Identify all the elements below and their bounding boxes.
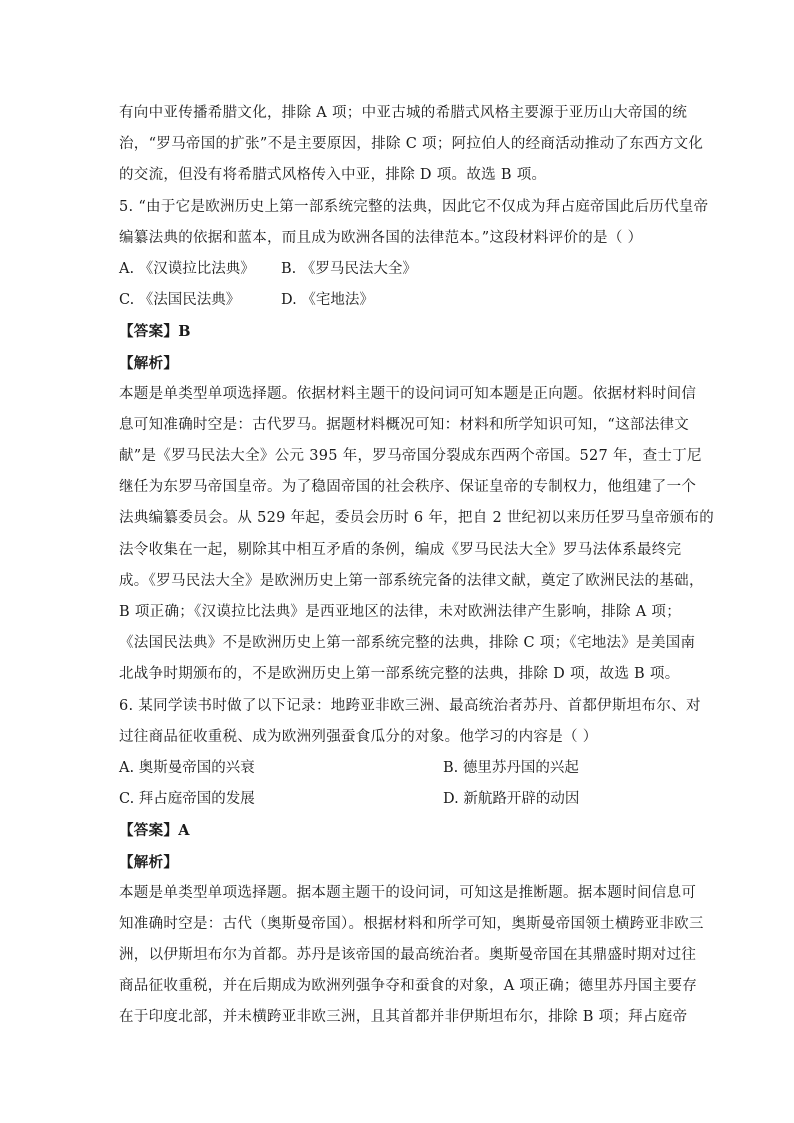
document-page [119,98,715,1034]
question-5 [119,192,715,691]
option-a: A. 奥斯曼帝国的兴衰 [119,759,255,776]
option-b: B. 德里苏丹国的兴起 [443,759,579,776]
analysis-heading: 【解析】 [119,853,179,871]
text-line: 法令收集在一起，剔除其中相互矛盾的条例，编成《罗马民法大全》罗马法体系最终完 [119,541,682,558]
text-line: 的交流，但没有将希腊式风格传入中亚，排除 D 项。故选 B 项。 [119,167,547,184]
question-6 [119,691,704,1034]
option-b: B. 《罗马民法大全》 [281,260,417,277]
text-line: 法典编纂委员会。从 529 年起，委员会历时 6 年，把自 2 世纪初以来历任罗马皇帝颁布的 [119,510,715,527]
question-stem-line: 编纂法典的依据和蓝本，而且成为欧洲各国的法律范本。”这段材料评价的是（ ） [119,229,643,246]
option-d: D. 《宅地法》 [281,292,374,309]
question-stem-line: 过往商品征收重税、成为欧洲列强蚕食瓜分的对象。他学习的内容是（ ） [119,728,598,745]
text-line: 成。《罗马民法大全》是欧洲历史上第一部系统完备的法律文献，奠定了欧洲民法的基础， [119,572,704,589]
question-stem-line: 5. “由于它是欧洲历史上第一部系统完整的法典，因此它不仅成为拜占庭帝国此后历代皇帝 [119,198,709,215]
analysis-paragraph [119,379,715,691]
text-line: 知准确时空是：古代（奥斯曼帝国）。根据材料和所学可知，奥斯曼帝国领土横跨亚非欧三 [119,915,704,932]
options-row [119,784,679,815]
option-a: A. 《汉谟拉比法典》 [119,260,255,277]
analysis-heading: 【解析】 [119,354,179,372]
text-line: 商品征收重税，并在后期成为欧洲列强争夺和蚕食的对象，A 项正确；德里苏丹国主要存 [119,978,698,995]
answer-line: 【答案】A [119,822,190,840]
text-line: B 项正确；《汉谟拉比法典》是西亚地区的法律，未对欧洲法律产生影响，排除 A 项； [119,604,682,620]
analysis-paragraph [119,878,704,1034]
text-line: 本题是单类型单项选择题。依据材料主题干的设问词可知本题是正向题。依据材料时间信 [119,385,697,402]
option-c: C. 《法国民法典》 [119,292,241,309]
answer-line: 【答案】B [119,323,191,341]
text-line: 息可知准确时空是：古代罗马。据题材料概况可知：材料和所学知识可知，“这部法律文 [119,416,690,433]
text-line: 在于印度北部，并未横跨亚非欧三洲，且其首都并非伊斯坦布尔，排除 B 项；拜占庭帝 [119,1009,688,1026]
text-line: 北战争时期颁布的，不是欧洲历史上第一部系统完整的法典，排除 D 项，故选 B 项。 [119,666,680,683]
options-row [119,285,679,316]
question-stem-line: 6. 某同学读书时做了以下记录：地跨亚非欧三洲、最高统治者苏丹、首都伊斯坦布尔、对 [119,697,701,714]
options-row [119,753,679,784]
text-line: 洲，以伊斯坦布尔为首都。苏丹是该帝国的最高统治者。奥斯曼帝国在其鼎盛时期对过往 [119,947,697,964]
text-line: 治，“罗马帝国的扩张”不是主要原因，排除 C 项；阿拉伯人的经商活动推动了东西方文化 [119,136,704,153]
text-line: 《法国民法典》不是欧洲历史上第一部系统完整的法典，排除 C 项；《宅地法》是美国南 [119,635,696,652]
intro-paragraph [119,98,704,192]
text-line: 继任为东罗马帝国皇帝。为了稳固帝国的社会秩序、保证皇帝的专制权力，他组建了一个 [119,479,697,496]
text-line: 本题是单类型单项选择题。据本题主题干的设问词，可知这是推断题。据本题时间信息可 [119,884,697,901]
option-c: C. 拜占庭帝国的发展 [119,791,255,808]
text-line: 献”是《罗马民法大全》公元 395 年，罗马帝国分裂成东西两个帝国。527 年，查士丁尼 [119,448,702,465]
text-line: 有向中亚传播希腊文化，排除 A 项；中亚古城的希腊式风格主要源于亚历山大帝国的统 [119,105,688,121]
option-d: D. 新航路开辟的动因 [443,791,580,808]
options-row [119,254,679,285]
